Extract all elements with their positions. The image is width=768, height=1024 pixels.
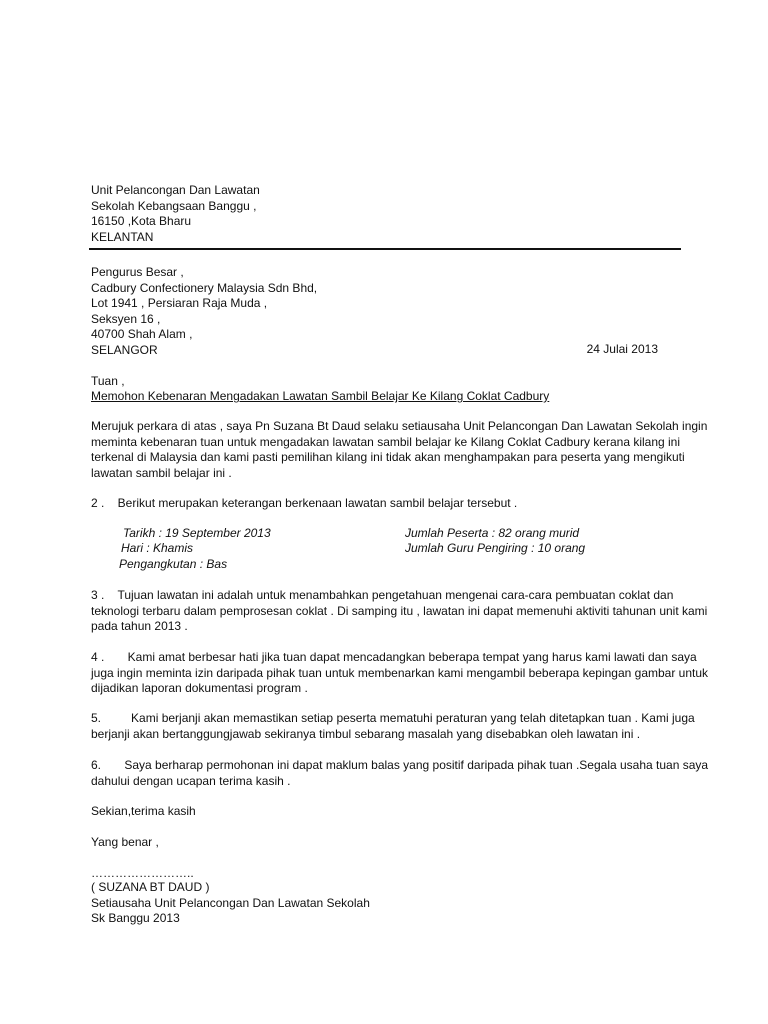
sender-line: Unit Pelancongan Dan Lawatan [91, 183, 260, 197]
signer-title: Setiausaha Unit Pelancongan Dan Lawatan Sekolah [91, 895, 370, 910]
paragraph-line: 6. Saya berharap permohonan ini dapat maklum balas yang positif daripada pihak tuan .Segala usaha tuan saya [91, 758, 709, 772]
salutation: Tuan , [91, 374, 125, 388]
paragraph-line: dijadikan laporan dokumentasi program . [91, 681, 308, 695]
recipient-line: Seksyen 16 , [91, 311, 161, 326]
paragraph-2: 2 . Berikut merupakan keterangan berkenaan lawatan sambil belajar tersebut . [91, 496, 518, 510]
closing-remark: Sekian,terima kasih [91, 804, 196, 818]
paragraph-line: Merujuk perkara di atas , saya Pn Suzana Bt Daud selaku setiausaha Unit Pelancongan Dan Lawatan Sekolah ingin [91, 419, 708, 433]
sender-line: Sekolah Kebangsaan Banggu , [91, 198, 257, 213]
recipient-line: 40700 Shah Alam , [91, 327, 193, 341]
paragraph-line: 3 . Tujuan lawatan ini adalah untuk menambahkan pengetahuan mengenai cara-cara pembuatan coklat dan [91, 588, 674, 602]
paragraph-4 [91, 650, 709, 697]
recipient-line: Lot 1941 , Persiaran Raja Muda , [91, 296, 268, 310]
paragraph-line: lawatan sambil belajar ini . [91, 465, 232, 480]
recipient-line: SELANGOR [91, 342, 158, 357]
paragraph-line: 4 . Kami amat berbesar hati jika tuan dapat mencadangkan beberapa tempat yang harus kami lawati dan saya [91, 650, 697, 664]
detail-jumlah-guru: Jumlah Guru Pengiring : 10 orang [405, 541, 586, 555]
paragraph-line: dahului dengan ucapan terima kasih . [91, 773, 291, 788]
detail-hari: Hari : Khamis [121, 541, 194, 555]
detail-tarikh: Tarikh : 19 September 2013 [123, 526, 271, 540]
signer-name: ( SUZANA BT DAUD ) [91, 880, 210, 894]
paragraph-line: teknologi terbaru dalam pemprosesan coklat . Di samping itu , lawatan ini dapat memenuhi aktiviti tahunan unit kami [91, 603, 708, 618]
signer-org: Sk Banggu 2013 [91, 911, 180, 925]
yang-benar: Yang benar , [91, 835, 159, 849]
paragraph-line: pada tahun 2013 . [91, 619, 188, 633]
signature-dots: …………………….. [91, 866, 194, 880]
paragraph-line: meminta kebenaran tuan untuk mengadakan lawatan sambil belajar ke Kilang Coklat Cadbury kerana kilang ini [91, 434, 681, 449]
sender-address [91, 183, 260, 245]
detail-jumlah-peserta: Jumlah Peserta : 82 orang murid [405, 526, 580, 540]
recipient-address [91, 265, 317, 358]
intro-paragraph [91, 419, 708, 481]
paragraph-5 [91, 711, 695, 742]
letter-date: 24 Julai 2013 [586, 342, 658, 356]
paragraph-line: terkenal di Malaysia dan kami pasti pemilihan kilang ini tidak akan menghampakan para peserta yang mengikuti [91, 450, 685, 464]
recipient-line: Cadbury Confectionery Malaysia Sdn Bhd, [91, 280, 318, 295]
signer-block [91, 880, 370, 927]
sender-line: KELANTAN [91, 229, 154, 244]
recipient-line: Pengurus Besar , [91, 265, 184, 279]
subject-line: Memohon Kebenaran Mengadakan Lawatan Sambil Belajar Ke Kilang Coklat Cadbury [91, 389, 550, 403]
detail-pengangkutan: Pengangkutan : Bas [119, 557, 228, 571]
paragraph-3 [91, 588, 708, 635]
paragraph-line: berjanji akan bertanggungjawab sekiranya timbul sebarang masalah yang disebabkan oleh lawatan ini . [91, 726, 641, 741]
paragraph-6 [91, 758, 709, 789]
sender-line: 16150 ,Kota Bharu [91, 214, 192, 228]
paragraph-line: juga ingin meminta izin daripada pihak tuan untuk membenarkan kami mengambil beberapa kepingan gambar untuk [91, 665, 709, 680]
paragraph-line: 5. Kami berjanji akan memastikan setiap peserta mematuhi peraturan yang telah ditetapkan tuan . Kami juga [91, 711, 695, 725]
header-divider [89, 248, 681, 250]
